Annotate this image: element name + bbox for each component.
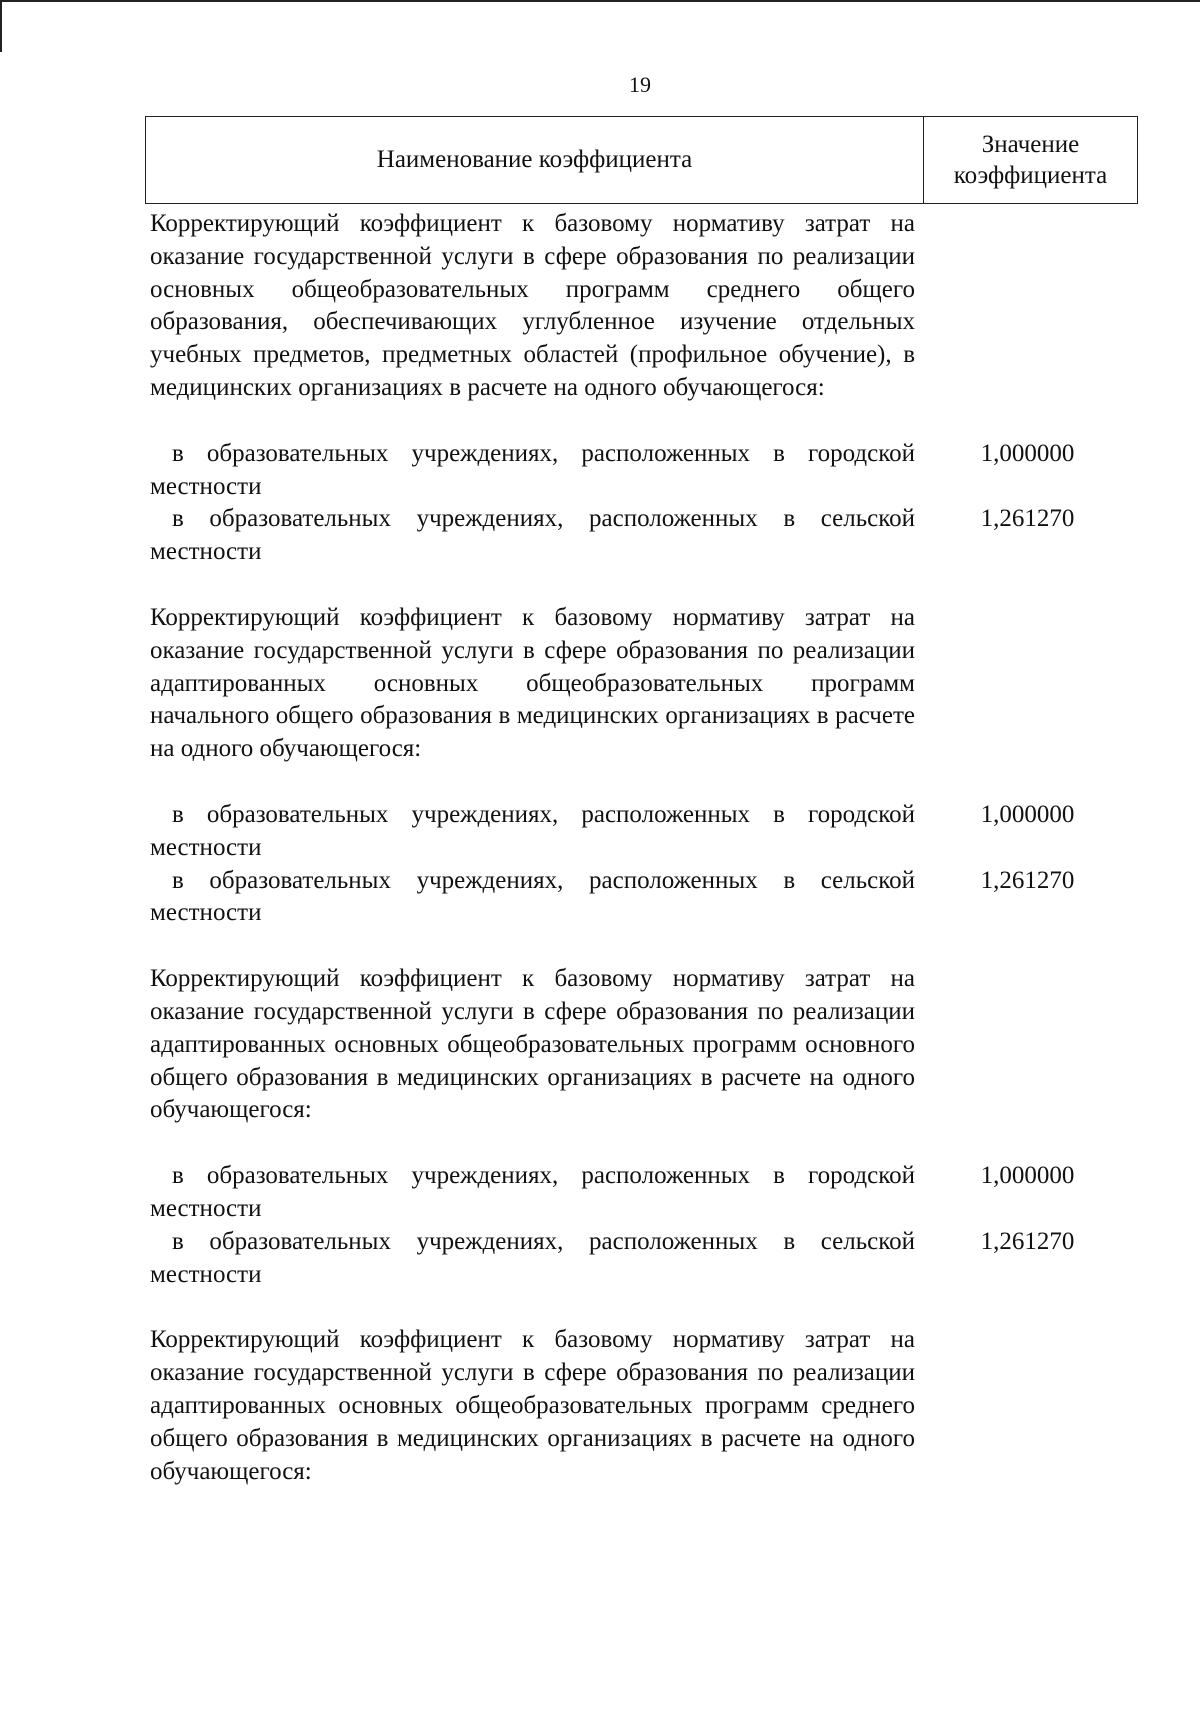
- coefficient-row-value: 1,000000: [980, 439, 1075, 467]
- coefficient-row: [150, 1226, 1140, 1292]
- column-header-value-line2: коэффициента: [953, 162, 1108, 189]
- coefficient-row-value: 1,261270: [980, 866, 1075, 894]
- coefficient-row-value: 1,000000: [980, 1162, 1075, 1190]
- coefficient-intro: Корректирующий коэффициент к базовому нормативу затрат на оказание государственной услуги в сфере образования по реализации основных общеобразовательных программ среднего общего образования, обеспечивающих углубленное изучение отдельных учебных предметов, предметных областей (профильное обучение), в медицинских организациях в расчете на одного обучающегося:: [150, 210, 915, 401]
- coefficient-row-text: в образовательных учреждениях, расположенных в сельской местности: [150, 866, 915, 927]
- page-top-border: [0, 0, 1200, 2]
- coefficient-intro: Корректирующий коэффициент к базовому нормативу затрат на оказание государственной услуги в сфере образования по реализации адаптированных основных общеобразовательных программ среднего общего образования в медицинских организациях в расчете на одного обучающегося:: [150, 1326, 915, 1485]
- table-header: [145, 116, 1138, 204]
- column-header-value-line1: Значение: [981, 131, 1080, 158]
- coefficients-content: [150, 208, 1140, 1488]
- coefficient-row-text: в образовательных учреждениях, расположенных в сельской местности: [150, 1227, 915, 1288]
- column-header-name: Наименование коэффициента: [146, 117, 924, 203]
- page-left-border: [0, 0, 2, 52]
- coefficient-row-value: 1,000000: [980, 800, 1075, 828]
- coefficient-block: [150, 1324, 1140, 1488]
- coefficient-row-text: в образовательных учреждениях, расположенных в городской местности: [150, 800, 915, 861]
- coefficient-row-text: в образовательных учреждениях, расположенных в городской местности: [150, 439, 915, 500]
- coefficient-row-text: в образовательных учреждениях, расположенных в сельской местности: [150, 505, 915, 566]
- coefficient-row: [150, 799, 1140, 865]
- coefficient-intro: Корректирующий коэффициент к базовому нормативу затрат на оказание государственной услуги в сфере образования по реализации адаптированных основных общеобразовательных программ начального общего образования в медицинских организациях в расчете на одного обучающегося:: [150, 603, 915, 763]
- coefficient-intro: Корректирующий коэффициент к базовому нормативу затрат на оказание государственной услуги в сфере образования по реализации адаптированных основных общеобразовательных программ основного общего образования в медицинских организациях в расчете на одного обучающегося:: [150, 965, 915, 1124]
- coefficient-row: [150, 438, 1140, 504]
- page-number: 19: [629, 72, 651, 97]
- column-header-value: [924, 117, 1137, 203]
- coefficient-block: [150, 963, 1140, 1324]
- coefficient-row-value: 1,261270: [980, 505, 1075, 533]
- coefficient-row-value: 1,261270: [980, 1227, 1075, 1255]
- coefficient-row: [150, 865, 1140, 931]
- coefficient-row: [150, 503, 1140, 569]
- coefficient-block: [150, 208, 1140, 602]
- coefficient-row-text: в образовательных учреждениях, расположенных в городской местности: [150, 1162, 915, 1222]
- coefficient-block: [150, 602, 1140, 963]
- coefficient-row: [150, 1160, 1140, 1226]
